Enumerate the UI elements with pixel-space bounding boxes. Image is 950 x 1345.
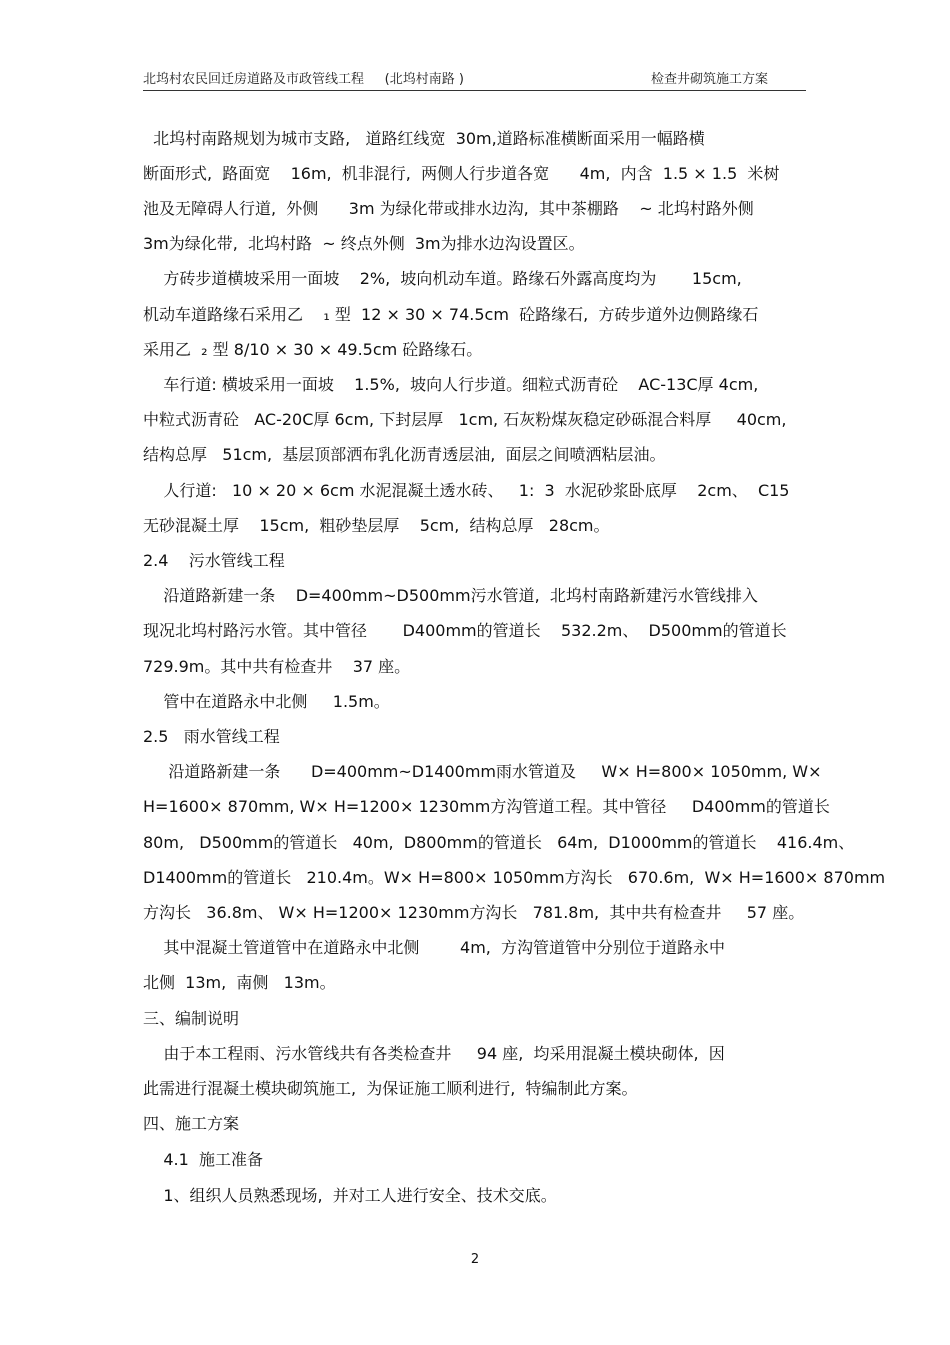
paragraph-line: 采用乙 ₂ 型 8/10 × 30 × 49.5cm 砼路缘石。 (143, 340, 483, 359)
paragraph-line: 现况北坞村路污水管。其中管径 D400mm的管道长 532.2m、 D500mm的管道长 (143, 621, 787, 640)
paragraph-line: 此需进行混凝土模块砌筑施工, 为保证施工顺利进行, 特编制此方案。 (143, 1079, 638, 1098)
header-document-title: 检查井砌筑施工方案 (651, 72, 769, 87)
paragraph-line: 其中混凝土管道管中在道路永中北侧 4m, 方沟管道管中分别位于道路永中 (143, 938, 726, 957)
section-heading-2-4: 2.4 污水管线工程 (143, 551, 285, 570)
paragraph-line: 机动车道路缘石采用乙 ₁ 型 12 × 30 × 74.5cm 砼路缘石, 方砖步道外边侧路缘石 (143, 305, 759, 324)
paragraph-line: 沿道路新建一条 D=400mm~D1400mm雨水管道及 W× H=800× 1050mm, W× (143, 762, 822, 781)
section-heading-3: 三、编制说明 (143, 1009, 240, 1028)
paragraph-line: 中粒式沥青砼 AC-20C厚 6cm, 下封层厚 1cm, 石灰粉煤灰稳定砂砾混合料厚 40cm, (143, 410, 787, 429)
paragraph-line: D1400mm的管道长 210.4m。W× H=800× 1050mm方沟长 670.6m, W× H=1600× 870mm (143, 868, 886, 887)
paragraph-line: 沿道路新建一条 D=400mm~D500mm污水管道, 北坞村南路新建污水管线排入 (143, 586, 758, 605)
section-heading-2-5: 2.5 雨水管线工程 (143, 727, 280, 746)
paragraph-line: 车行道: 横坡采用一面坡 1.5%, 坡向人行步道。细粒式沥青砼 AC-13C厚 4cm, (143, 375, 759, 394)
paragraph-line: 人行道: 10 × 20 × 6cm 水泥混凝土透水砖、 1: 3 水泥砂浆卧底厚 2cm、 C15 (143, 481, 790, 500)
paragraph-line: 北坞村南路规划为城市支路, 道路红线宽 30m,道路标准横断面采用一幅路横 (143, 129, 705, 148)
paragraph-line: 由于本工程雨、污水管线共有各类检查井 94 座, 均采用混凝土模块砌体, 因 (143, 1044, 725, 1063)
paragraph-line: 方沟长 36.8m、 W× H=1200× 1230mm方沟长 781.8m, 其中共有检查井 57 座。 (143, 903, 805, 922)
page-header (143, 66, 806, 91)
header-project-title: 北坞村农民回迁房道路及市政管线工程 (北坞村南路 ) (143, 72, 464, 87)
paragraph-line: 池及无障碍人行道, 外侧 3m 为绿化带或排水边沟, 其中茶棚路 ~ 北坞村路外侧 (143, 199, 754, 218)
paragraph-line: 80m, D500mm的管道长 40m, D800mm的管道长 64m, D1000mm的管道长 416.4m、 (143, 833, 855, 852)
page-number: 2 (470, 1252, 480, 1267)
paragraph-line: 1、组织人员熟悉现场, 并对工人进行安全、技术交底。 (143, 1186, 557, 1205)
paragraph-line: 无砂混凝土厚 15cm, 粗砂垫层厚 5cm, 结构总厚 28cm。 (143, 516, 610, 535)
section-heading-4: 四、施工方案 (143, 1114, 240, 1133)
section-heading-4-1: 4.1 施工准备 (143, 1150, 263, 1169)
paragraph-line: 北侧 13m, 南侧 13m。 (143, 973, 336, 992)
paragraph-line: 结构总厚 51cm, 基层顶部洒布乳化沥青透层油, 面层之间喷洒粘层油。 (143, 445, 666, 464)
paragraph-line: H=1600× 870mm, W× H=1200× 1230mm方沟管道工程。其中管径 D400mm的管道长 (143, 797, 830, 816)
paragraph-line: 729.9m。其中共有检查井 37 座。 (143, 657, 411, 676)
paragraph-line: 3m为绿化带, 北坞村路 ~ 终点外侧 3m为排水边沟设置区。 (143, 234, 585, 253)
paragraph-line: 方砖步道横坡采用一面坡 2%, 坡向机动车道。路缘石外露高度均为 15cm, (143, 269, 742, 288)
paragraph-line: 管中在道路永中北侧 1.5m。 (143, 692, 390, 711)
paragraph-line: 断面形式, 路面宽 16m, 机非混行, 两侧人行步道各宽 4m, 内含 1.5 × 1.5 米树 (143, 164, 780, 183)
